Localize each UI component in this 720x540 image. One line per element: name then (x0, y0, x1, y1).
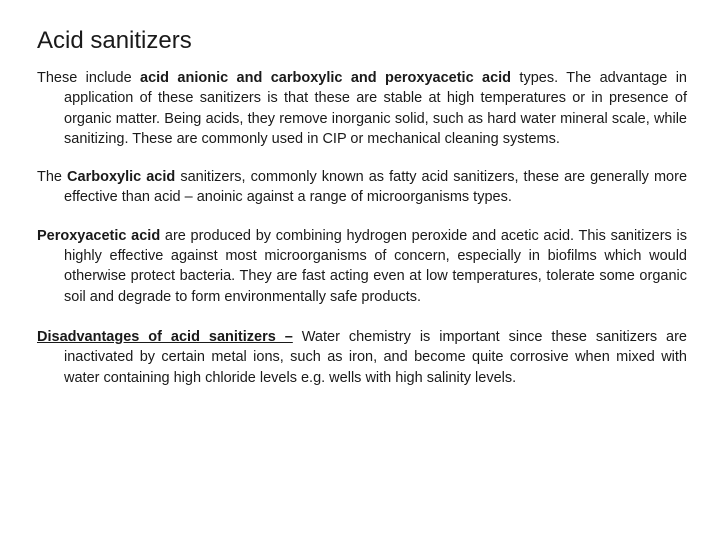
paragraph-intro: The (37, 169, 68, 186)
paragraph-bold-term: Carboxylic acid (67, 169, 176, 186)
paragraph-carboxylic-acid (37, 167, 687, 208)
paragraph-peroxyacetic-acid (37, 226, 687, 307)
paragraph-bold-term: acid anionic and carboxylic and peroxyacetic acid (140, 70, 512, 86)
paragraph-bold-term: Peroxyacetic acid (37, 227, 161, 244)
paragraph-text: types. The advantage in application of these sanitizers is that these are stable at high temperatures or in presence of organic matter. Being acids, they remove inorganic solid, such as hard water mineral scale, while sanitizing. These are commonly used in CIP or mechanical cleaning systems. (64, 70, 687, 147)
paragraph-intro: These include (37, 70, 141, 86)
paragraph-disadvantages (37, 327, 687, 388)
paragraph-text: are produced by combining hydrogen peroxide and acetic acid. This sanitizers is highly effective against most microorganisms of concern, especially in biofilms which would otherwise protect bacteria. They are fast acting even at low temperatures, tolerate some organic soil and degrade to form environmentally safe products. (64, 227, 687, 305)
slide-title: Acid sanitizers (37, 27, 192, 54)
slide-body (37, 68, 687, 406)
paragraph-acid-sanitizer-types (37, 68, 687, 149)
paragraph-text: Water chemistry is important since these sanitizers are inactivated by certain metal ions, such as iron, and become quite corrosive when mixed with water containing high chloride levels e.g. wells with high salinity levels. (64, 328, 687, 386)
paragraph-text: sanitizers, commonly known as fatty acid sanitizers, these are generally more effective than acid – anoinic against a range of microorganisms types. (64, 169, 688, 206)
paragraph-bold-heading: Disadvantages of acid sanitizers – (37, 328, 293, 345)
